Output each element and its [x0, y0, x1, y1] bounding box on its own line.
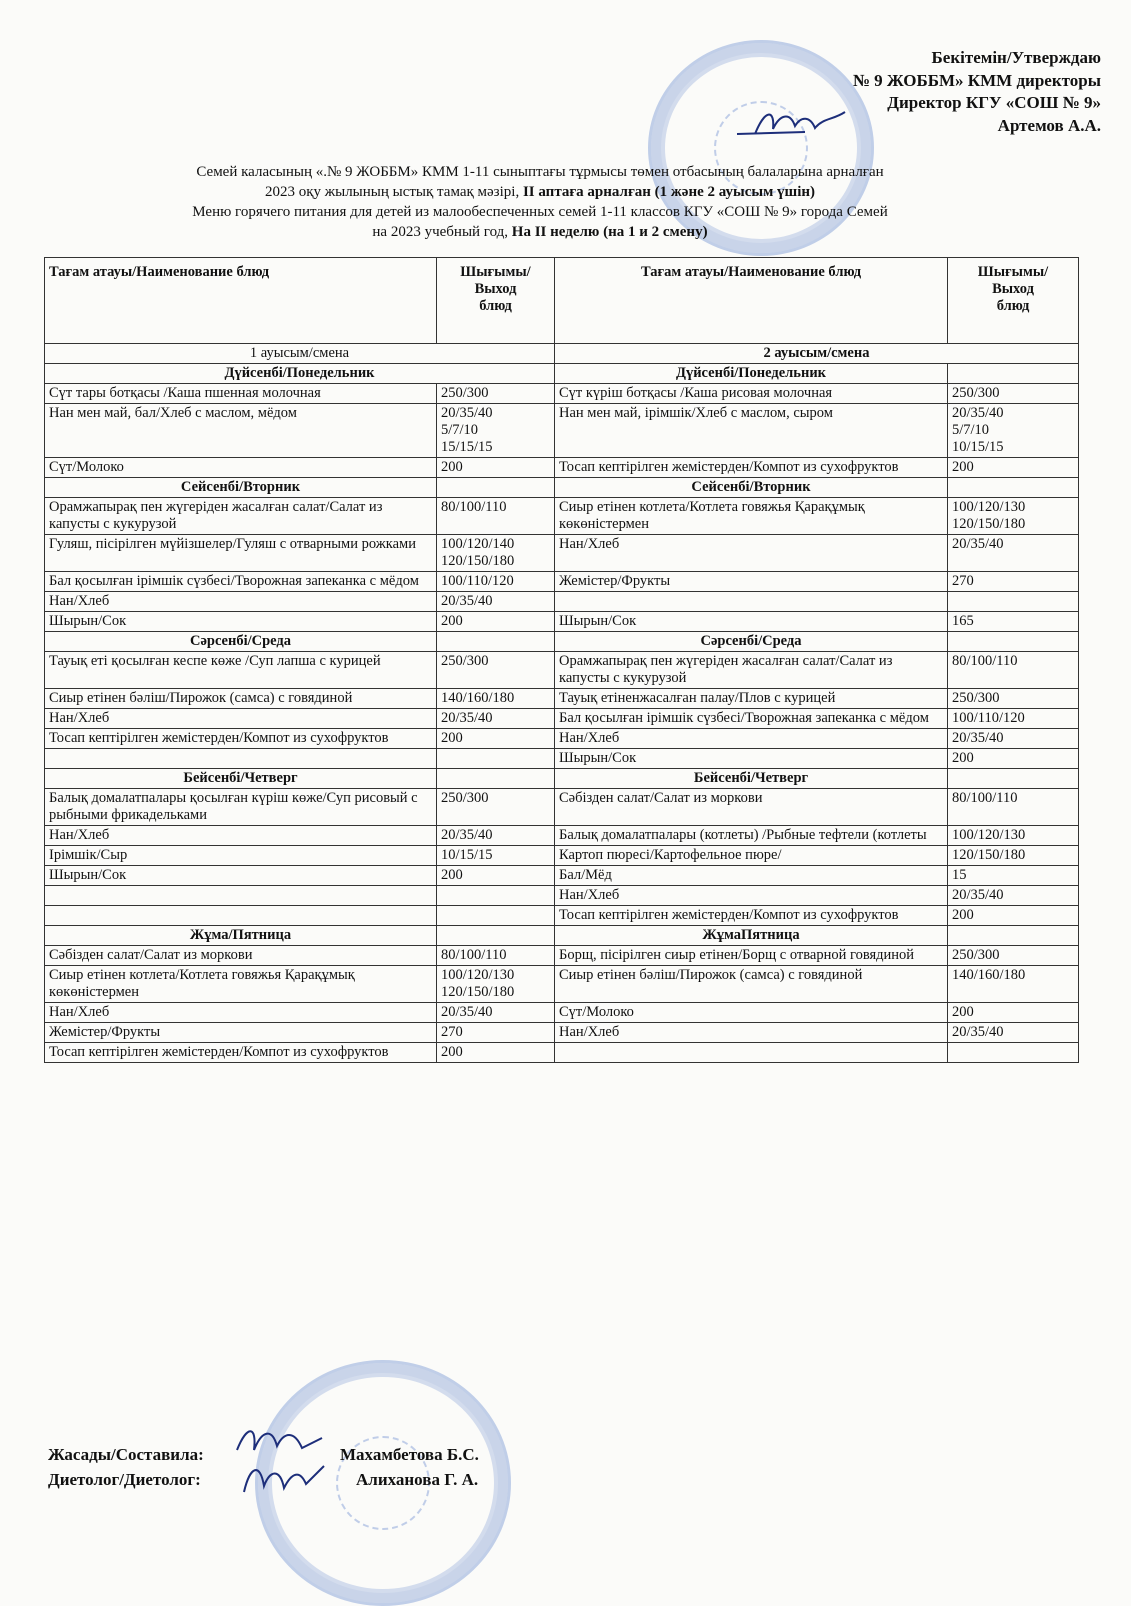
output-shift-2: 250/300 — [948, 689, 1079, 709]
header-name-1: Тағам атауы/Наименование блюд — [45, 258, 437, 344]
table-row — [45, 826, 1079, 846]
dish-shift-1: Сүт тары ботқасы /Каша пшенная молочная — [45, 384, 437, 404]
day-row — [45, 769, 1079, 789]
output-shift-1: 140/160/180 — [437, 689, 555, 709]
day-label: Жұма/Пятница — [45, 926, 437, 946]
output-shift-1: 250/300 — [437, 789, 555, 826]
table-row — [45, 689, 1079, 709]
output-shift-1: 20/35/40 — [437, 709, 555, 729]
dish-shift-1: Тауық еті қосылған кеспе көже /Суп лапша с курицей — [45, 652, 437, 689]
day-label: Сейсенбі/Вторник — [45, 478, 437, 498]
compiled-label: Жасады/Составила: — [48, 1445, 204, 1464]
output-shift-2: 120/150/180 — [948, 846, 1079, 866]
dish-shift-1: Шырын/Сок — [45, 612, 437, 632]
menu-table — [44, 257, 1079, 1063]
output-shift-2: 200 — [948, 906, 1079, 926]
output-shift-2: 200 — [948, 458, 1079, 478]
title-ru-line-1: Меню горячего питания для детей из малообеспеченных семей 1-11 классов КГУ «СОШ № 9» города Семей — [192, 204, 888, 220]
output-shift-1: 80/100/110 — [437, 946, 555, 966]
approval-line-1: Бекітемін/Утверждаю — [931, 48, 1101, 67]
output-shift-1: 100/120/130 120/150/180 — [437, 966, 555, 1003]
day-label: ЖұмаПятница — [555, 926, 948, 946]
output-shift-2: 20/35/40 — [948, 535, 1079, 572]
dish-shift-2: Нан/Хлеб — [555, 535, 948, 572]
dish-shift-2: Нан/Хлеб — [555, 886, 948, 906]
dish-shift-1 — [45, 906, 437, 926]
output-shift-2: 165 — [948, 612, 1079, 632]
day-label: Сәрсенбі/Среда — [45, 632, 437, 652]
dish-shift-1: Нан/Хлеб — [45, 826, 437, 846]
dish-shift-1: Балық домалатпалары қосылған күріш көже/Суп рисовый с рыбными фрикадельками — [45, 789, 437, 826]
table-row — [45, 906, 1079, 926]
output-shift-1 — [437, 749, 555, 769]
output-shift-2: 250/300 — [948, 946, 1079, 966]
output-shift-1: 200 — [437, 458, 555, 478]
dish-shift-1: Тосап кептірілген жемістерден/Компот из сухофруктов — [45, 729, 437, 749]
table-row — [45, 652, 1079, 689]
dish-shift-2: Жемістер/Фрукты — [555, 572, 948, 592]
header-output-1: Шығымы/ Выход блюд — [437, 258, 555, 344]
dish-shift-2: Нан/Хлеб — [555, 1023, 948, 1043]
output-shift-2: 20/35/40 — [948, 886, 1079, 906]
output-shift-2: 100/110/120 — [948, 709, 1079, 729]
output-shift-2 — [948, 592, 1079, 612]
output-shift-2: 20/35/40 — [948, 729, 1079, 749]
output-shift-1: 250/300 — [437, 652, 555, 689]
title-kz-line-1: Семей каласының «.№ 9 ЖОББМ» КММ 1-11 сыныптағы тұрмысы төмен отбасының балаларына арналған — [196, 164, 884, 180]
day-row — [45, 364, 1079, 384]
output-shift-1: 270 — [437, 1023, 555, 1043]
output-shift-1: 100/120/140 120/150/180 — [437, 535, 555, 572]
dish-shift-2 — [555, 1043, 948, 1063]
dish-shift-2: Тосап кептірілген жемістерден/Компот из сухофруктов — [555, 458, 948, 478]
dish-shift-2: Картоп пюресі/Картофельное пюре/ — [555, 846, 948, 866]
approval-line-3: Директор КГУ «СОШ № 9» — [887, 93, 1101, 112]
dish-shift-1: Нан/Хлеб — [45, 709, 437, 729]
dish-shift-2 — [555, 592, 948, 612]
dish-shift-2: Тауық етіненжасалған палау/Плов с курицей — [555, 689, 948, 709]
dish-shift-1: Нан/Хлеб — [45, 592, 437, 612]
approval-line-2: № 9 ЖОББМ» КММ директоры — [852, 70, 1101, 90]
dish-shift-1: Сәбізден салат/Салат из моркови — [45, 946, 437, 966]
dish-shift-2: Сиыр етінен бәліш/Пирожок (самса) с говядиной — [555, 966, 948, 1003]
output-shift-2: 100/120/130 — [948, 826, 1079, 846]
dish-shift-1: Ірімшік/Сыр — [45, 846, 437, 866]
output-shift-2: 140/160/180 — [948, 966, 1079, 1003]
shift-row — [45, 344, 1079, 364]
dish-shift-2: Орамжапырақ пен жүгеріден жасалған салат/Салат из капусты с кукурузой — [555, 652, 948, 689]
title-kz-line-2: 2023 оқу жылының ыстық тамақ мәзірі, II аптаға арналған (1 және 2 ауысым үшін) — [264, 184, 816, 200]
table-row — [45, 1043, 1079, 1063]
dish-shift-2: Сиыр етінен котлета/Котлета говяжья Қарақұмық көкөністермен — [555, 498, 948, 535]
day-label: Бейсенбі/Четверг — [555, 769, 948, 789]
output-shift-1: 10/15/15 — [437, 846, 555, 866]
table-row — [45, 749, 1079, 769]
dish-shift-2: Сүт күріш ботқасы /Каша рисовая молочная — [555, 384, 948, 404]
day-row — [45, 478, 1079, 498]
table-row — [45, 498, 1079, 535]
dietitian-name: Алиханова Г. А. — [356, 1470, 479, 1489]
table-row — [45, 846, 1079, 866]
output-shift-1 — [437, 906, 555, 926]
output-shift-1: 200 — [437, 866, 555, 886]
table-row — [45, 384, 1079, 404]
header-name-2: Тағам атауы/Наименование блюд — [555, 258, 948, 344]
output-shift-1: 250/300 — [437, 384, 555, 404]
day-label: Дүйсенбі/Понедельник — [45, 364, 555, 384]
dish-shift-2: Нан мен май, ірімшік/Хлеб с маслом, сыром — [555, 404, 948, 458]
output-shift-2: 100/120/130 120/150/180 — [948, 498, 1079, 535]
dish-shift-1: Тосап кептірілген жемістерден/Компот из сухофруктов — [45, 1043, 437, 1063]
dish-shift-2: Борщ, пісірілген сиыр етінен/Борщ с отварной говядиной — [555, 946, 948, 966]
output-shift-1: 20/35/40 — [437, 592, 555, 612]
day-row — [45, 632, 1079, 652]
table-row — [45, 709, 1079, 729]
dish-shift-1: Нан мен май, бал/Хлеб с маслом, мёдом — [45, 404, 437, 458]
dish-shift-2: Нан/Хлеб — [555, 729, 948, 749]
dietitian-row — [48, 1467, 648, 1492]
signatures-footer — [48, 1442, 648, 1492]
output-shift-2: 270 — [948, 572, 1079, 592]
compiler-signature — [232, 1420, 327, 1460]
output-shift-2: 80/100/110 — [948, 652, 1079, 689]
table-row — [45, 535, 1079, 572]
output-shift-1: 200 — [437, 612, 555, 632]
header-output-2: Шығымы/ Выход блюд — [948, 258, 1079, 344]
dish-shift-2: Сүт/Молоко — [555, 1003, 948, 1023]
dish-shift-1: Бал қосылған ірімшік сүзбесі/Творожная запеканка с мёдом — [45, 572, 437, 592]
compiled-row — [48, 1442, 648, 1467]
dish-shift-1 — [45, 749, 437, 769]
table-row — [45, 886, 1079, 906]
output-shift-2: 15 — [948, 866, 1079, 886]
shift-2-label: 2 ауысым/смена — [555, 344, 1079, 364]
dish-shift-2: Бал қосылған ірімшік сүзбесі/Творожная запеканка с мёдом — [555, 709, 948, 729]
table-row — [45, 966, 1079, 1003]
table-row — [45, 572, 1079, 592]
approval-block — [853, 47, 1101, 137]
dish-shift-1: Орамжапырақ пен жүгеріден жасалған салат/Салат из капусты с кукурузой — [45, 498, 437, 535]
day-row — [45, 926, 1079, 946]
table-row — [45, 946, 1079, 966]
output-shift-1 — [437, 886, 555, 906]
dish-shift-1: Сиыр етінен бәліш/Пирожок (самса) с говядиной — [45, 689, 437, 709]
dish-shift-1: Шырын/Сок — [45, 866, 437, 886]
table-row — [45, 789, 1079, 826]
table-row — [45, 729, 1079, 749]
output-shift-2: 200 — [948, 1003, 1079, 1023]
table-row — [45, 1023, 1079, 1043]
day-label: Бейсенбі/Четверг — [45, 769, 437, 789]
dish-shift-2: Шырын/Сок — [555, 612, 948, 632]
dish-shift-1: Нан/Хлеб — [45, 1003, 437, 1023]
menu-title — [60, 162, 1020, 242]
table-row — [45, 404, 1079, 458]
output-shift-2: 200 — [948, 749, 1079, 769]
shift-1-label: 1 ауысым/смена — [45, 344, 555, 364]
day-label: Сейсенбі/Вторник — [555, 478, 948, 498]
director-signature — [735, 104, 855, 144]
output-shift-2: 250/300 — [948, 384, 1079, 404]
dish-shift-1: Сиыр етінен котлета/Котлета говяжья Қарақұмық көкөністермен — [45, 966, 437, 1003]
dietitian-label: Диетолог/Диетолог: — [48, 1470, 201, 1489]
output-shift-2 — [948, 1043, 1079, 1063]
output-shift-2: 80/100/110 — [948, 789, 1079, 826]
output-shift-1: 80/100/110 — [437, 498, 555, 535]
dish-shift-2: Шырын/Сок — [555, 749, 948, 769]
dish-shift-1: Сүт/Молоко — [45, 458, 437, 478]
output-shift-1: 100/110/120 — [437, 572, 555, 592]
dish-shift-2: Тосап кептірілген жемістерден/Компот из сухофруктов — [555, 906, 948, 926]
day-label: Дүйсенбі/Понедельник — [555, 364, 948, 384]
table-row — [45, 866, 1079, 886]
table-row — [45, 1003, 1079, 1023]
output-shift-1: 20/35/40 5/7/10 15/15/15 — [437, 404, 555, 458]
output-shift-1: 20/35/40 — [437, 1003, 555, 1023]
day-label: Сәрсенбі/Среда — [555, 632, 948, 652]
output-shift-1: 20/35/40 — [437, 826, 555, 846]
dish-shift-1: Жемістер/Фрукты — [45, 1023, 437, 1043]
output-shift-2: 20/35/40 — [948, 1023, 1079, 1043]
dish-shift-2: Бал/Мёд — [555, 866, 948, 886]
output-shift-1: 200 — [437, 1043, 555, 1063]
dietitian-signature — [236, 1456, 331, 1498]
title-ru-line-2: на 2023 учебный год, На II неделю (на 1 и 2 смену) — [372, 224, 708, 240]
compiled-name: Махамбетова Б.С. — [340, 1445, 479, 1464]
table-row — [45, 612, 1079, 632]
dish-shift-2: Сәбізден салат/Салат из моркови — [555, 789, 948, 826]
table-row — [45, 458, 1079, 478]
output-shift-2: 20/35/40 5/7/10 10/15/15 — [948, 404, 1079, 458]
table-row — [45, 592, 1079, 612]
dish-shift-2: Балық домалатпалары (котлеты) /Рыбные тефтели (котлеты — [555, 826, 948, 846]
table-header-row — [45, 258, 1079, 344]
approval-line-4: Артемов А.А. — [997, 115, 1101, 135]
dish-shift-1: Гуляш, пісірілген мүйізшелер/Гуляш с отварными рожками — [45, 535, 437, 572]
output-shift-1: 200 — [437, 729, 555, 749]
dish-shift-1 — [45, 886, 437, 906]
